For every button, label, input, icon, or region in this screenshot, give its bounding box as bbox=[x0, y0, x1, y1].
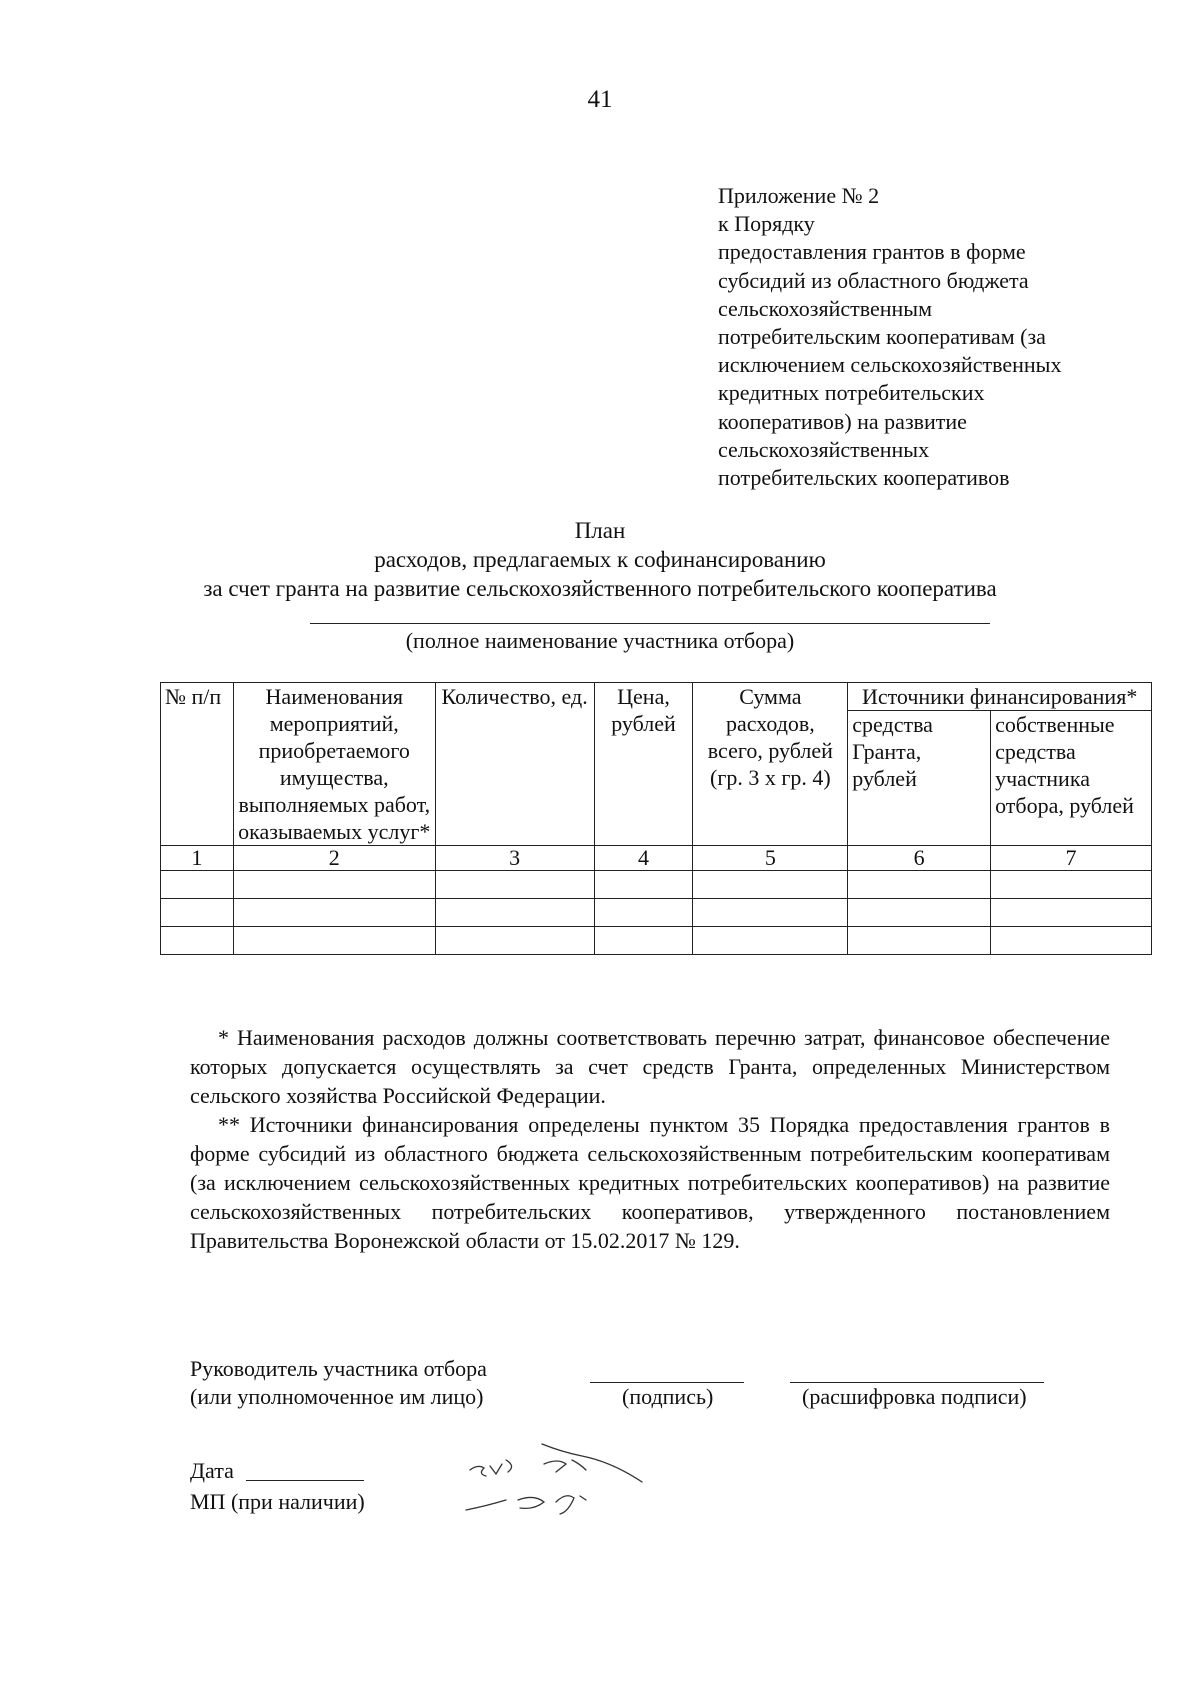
table-cell bbox=[161, 927, 234, 955]
column-number: 6 bbox=[848, 846, 991, 871]
table-cell bbox=[161, 871, 234, 899]
column-number: 3 bbox=[435, 846, 594, 871]
appendix-line: исключением сельскохозяйственных bbox=[718, 352, 1062, 378]
signature-decoding-line bbox=[790, 1382, 1044, 1383]
plan-title bbox=[0, 516, 1200, 603]
table-row bbox=[161, 899, 1152, 927]
handwritten-signature bbox=[460, 1430, 660, 1540]
header-activity-name: Наименования мероприятий, приобретаемого имущества, выполняемых работ, оказываемых услуг* bbox=[233, 683, 435, 846]
appendix-line: к Порядку bbox=[718, 211, 815, 237]
column-number: 4 bbox=[594, 846, 693, 871]
date-label: Дата bbox=[190, 1458, 234, 1483]
date-line bbox=[246, 1480, 364, 1481]
table-cell bbox=[435, 871, 594, 899]
signature-line bbox=[590, 1382, 744, 1383]
appendix-line: субсидий из областного бюджета bbox=[718, 267, 1029, 293]
table-header-row bbox=[161, 683, 1152, 711]
header-price: Цена, рублей bbox=[594, 683, 693, 846]
table-cell bbox=[991, 927, 1152, 955]
appendix-header bbox=[718, 182, 1138, 492]
signature-caption: (подпись) bbox=[622, 1384, 714, 1409]
table-cell bbox=[233, 871, 435, 899]
table-row bbox=[161, 927, 1152, 955]
appendix-line: кредитных потребительских bbox=[718, 380, 985, 406]
header-total: Сумма расходов, всего, рублей (гр. 3 х гр. 4) bbox=[693, 683, 848, 846]
table-cell bbox=[435, 927, 594, 955]
table-cell bbox=[693, 899, 848, 927]
table-cell bbox=[233, 899, 435, 927]
column-number: 1 bbox=[161, 846, 234, 871]
column-number: 2 bbox=[233, 846, 435, 871]
footnotes bbox=[190, 1023, 1110, 1255]
participant-name-caption: (полное наименование участника отбора) bbox=[405, 628, 795, 653]
expense-plan-table bbox=[160, 682, 1152, 955]
plan-subtitle-line: расходов, предлагаемых к софинансированию bbox=[374, 547, 826, 572]
table-row bbox=[161, 871, 1152, 899]
table-cell bbox=[594, 899, 693, 927]
table-cell bbox=[991, 871, 1152, 899]
footnote-expense-names: * Наименования расходов должны соответствовать перечню затрат, финансовое обеспечение которых допускается осуществлять за счет средств Гранта, определенных Министерством сельского хозяйства Российской Федерации. bbox=[190, 1025, 1110, 1108]
page-number: 41 bbox=[587, 86, 613, 113]
appendix-line: потребительским кооперативам (за bbox=[718, 324, 1046, 350]
stamp-label: МП (при наличии) bbox=[190, 1489, 365, 1514]
table-cell bbox=[594, 871, 693, 899]
appendix-line: кооперативов) на развитие bbox=[718, 408, 967, 434]
table-cell bbox=[161, 899, 234, 927]
header-grant-funds: средства Гранта, рублей bbox=[848, 711, 991, 846]
table-cell bbox=[848, 899, 991, 927]
table-cell bbox=[693, 871, 848, 899]
appendix-line: потребительских кооперативов bbox=[718, 465, 1010, 491]
header-own-funds: собственные средства участника отбора, рублей bbox=[991, 711, 1152, 846]
footnote-funding-sources: ** Источники финансирования определены пунктом 35 Порядка предоставления грантов в форме субсидий из областного бюджета сельскохозяйственным потребительским кооперативам (за исключением сельскохозяйственных кредитных потребительских кооперативов) на развитие сельскохозяйственных потребительских кооперативов, утвержденного постановлением Правительства Воронежской области от 15.02.2017 № 129. bbox=[190, 1112, 1110, 1253]
table-cell bbox=[693, 927, 848, 955]
signatory-title: Руководитель участника отбора bbox=[190, 1356, 487, 1381]
appendix-line: сельскохозяйственных bbox=[718, 436, 930, 462]
header-funding-sources: Источники финансирования* bbox=[848, 683, 1152, 711]
plan-subtitle-line: за счет гранта на развитие сельскохозяйственного потребительского кооператива bbox=[203, 576, 997, 601]
table-cell bbox=[435, 899, 594, 927]
table-cell bbox=[594, 927, 693, 955]
header-quantity: Количество, ед. bbox=[435, 683, 594, 846]
table-cell bbox=[233, 927, 435, 955]
signature-decoding-caption: (расшифровка подписи) bbox=[802, 1384, 1027, 1409]
column-number-row bbox=[161, 846, 1152, 871]
participant-name-line bbox=[310, 623, 990, 624]
signatory-alternate: (или уполномоченное им лицо) bbox=[190, 1384, 484, 1409]
table-cell bbox=[848, 927, 991, 955]
appendix-line: сельскохозяйственным bbox=[718, 295, 932, 321]
plan-title-line: План bbox=[574, 518, 626, 543]
appendix-line: Приложение № 2 bbox=[718, 183, 880, 208]
appendix-line: предоставления грантов в форме bbox=[718, 239, 1026, 265]
table-cell bbox=[848, 871, 991, 899]
column-number: 5 bbox=[693, 846, 848, 871]
column-number: 7 bbox=[991, 846, 1152, 871]
header-number: № п/п bbox=[161, 683, 234, 846]
table-cell bbox=[991, 899, 1152, 927]
